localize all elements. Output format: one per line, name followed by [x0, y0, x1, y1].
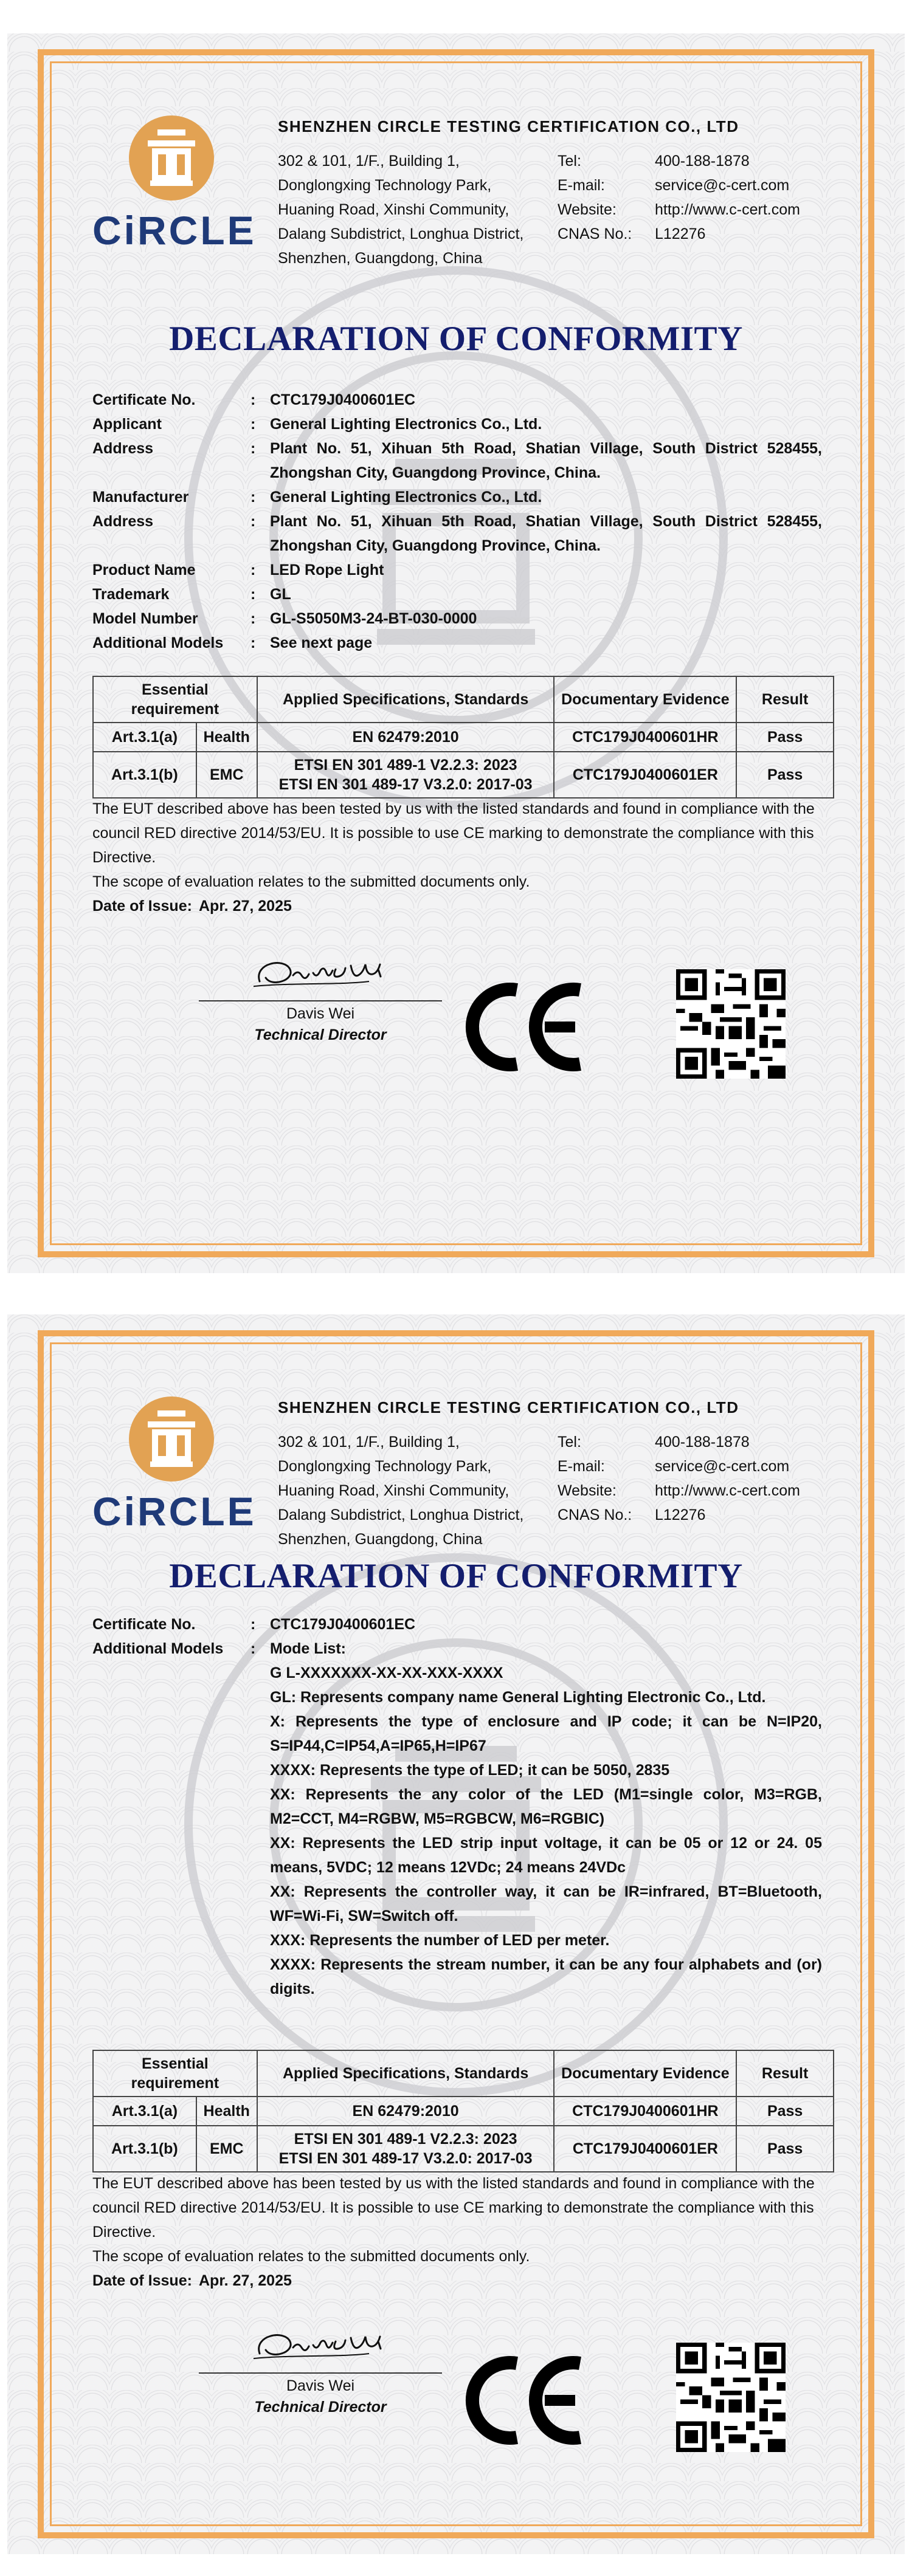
table-cell: EMC: [196, 752, 257, 798]
compliance-statement: [92, 2171, 837, 2293]
address-line: Dalang Subdistrict, Longhua District,: [278, 225, 524, 242]
signature-block: [199, 2323, 442, 2416]
field-value: Plant No. 51, Xihuan 5th Road, Shatian Village, South District 528455, Zhongshan City, Guangdong Province, China.: [270, 440, 822, 481]
certificate-page-1: [7, 33, 905, 1273]
certificate-fields: [92, 388, 822, 655]
website-label: Website:: [558, 1482, 617, 1499]
table-cell: CTC179J0400601HR: [554, 723, 736, 752]
field-key: Applicant: [92, 416, 162, 433]
company-logo: [92, 1393, 257, 1534]
address-line: Huaning Road, Xinshi Community,: [278, 201, 510, 218]
table-cell: Health: [196, 723, 257, 752]
field-key: Trademark: [92, 586, 170, 603]
signature-block: [199, 951, 442, 1044]
spec-line: ETSI EN 301 489-17 V3.2.0: 2017-03: [278, 2150, 533, 2167]
table-row: [93, 752, 834, 798]
email-value: service@c-cert.com: [655, 1458, 790, 1475]
cnas-label: CNAS No.:: [558, 1506, 632, 1523]
field-value: CTC179J0400601EC: [270, 1616, 416, 1633]
statement-text: The EUT described above has been tested by us with the listed standards and found in compliance with the council RED directive 2014/53/EU. It is possible to use CE marking to demonstrate the compliance with this Directive.: [92, 800, 815, 866]
tel-value: 400-188-1878: [655, 1434, 750, 1451]
date-of-issue: [92, 2269, 837, 2293]
qr-code-icon: [676, 2343, 786, 2452]
mode-line: X: Represents the type of enclosure and IP code; it can be N=IP20, S=IP44,C=IP54,A=IP65,H=IP67: [270, 1713, 822, 1754]
cnas-value: L12276: [655, 1506, 706, 1523]
company-contact: [558, 149, 800, 246]
field-row: Certificate No. : CTC179J0400601EC: [92, 388, 822, 412]
handwritten-signature: [241, 2323, 399, 2366]
company-name: SHENZHEN CIRCLE TESTING CERTIFICATION CO., LTD: [278, 1398, 739, 1417]
signatory-role: Technical Director: [254, 2399, 387, 2416]
spec-line: ETSI EN 301 489-1 V2.2.3: 2023: [294, 757, 517, 774]
spec-line: ETSI EN 301 489-17 V3.2.0: 2017-03: [278, 776, 533, 793]
field-key: Product Name: [92, 562, 196, 579]
company-address: [278, 149, 523, 270]
company-name: SHENZHEN CIRCLE TESTING CERTIFICATION CO., LTD: [278, 117, 739, 136]
logo-text: CiRCLE: [92, 208, 257, 253]
field-key: Certificate No.: [92, 391, 196, 408]
table-cell: Art.3.1(b): [93, 752, 196, 798]
address-line: Huaning Road, Xinshi Community,: [278, 1482, 510, 1499]
field-row: Product Name : LED Rope Light: [92, 558, 822, 582]
qr-code-icon: [676, 969, 786, 1079]
table-cell: Art.3.1(b): [93, 2126, 196, 2172]
table-cell: EMC: [196, 2126, 257, 2172]
table-header: Result: [736, 676, 834, 723]
document-title: DECLARATION OF CONFORMITY: [169, 320, 743, 358]
table-row: [93, 2097, 834, 2126]
table-header: Documentary Evidence: [554, 2050, 736, 2097]
table-header: Essential requirement: [93, 676, 257, 723]
address-line: Donglongxing Technology Park,: [278, 177, 492, 194]
table-header: Documentary Evidence: [554, 676, 736, 723]
company-logo: [92, 112, 257, 253]
table-cell: [257, 752, 554, 798]
field-key: Certificate No.: [92, 1616, 196, 1633]
table-header: Result: [736, 2050, 834, 2097]
table-cell: CTC179J0400601HR: [554, 2097, 736, 2126]
field-key: Address: [92, 440, 154, 457]
signatory-name: Davis Wei: [286, 2377, 355, 2394]
table-header-row: [93, 2050, 834, 2097]
date-of-issue: [92, 894, 837, 918]
mode-line: GL: Represents company name General Lighting Electronic Co., Ltd.: [270, 1689, 766, 1706]
email-label: E-mail:: [558, 1458, 605, 1475]
table-cell: CTC179J0400601ER: [554, 752, 736, 798]
field-key: Additional Models: [92, 1640, 224, 1657]
field-row: Certificate No. : CTC179J0400601EC: [92, 1612, 822, 1637]
handwritten-signature: [241, 951, 399, 994]
signatory-role: Technical Director: [254, 1026, 387, 1043]
table-header: Essential requirement: [93, 2050, 257, 2097]
date-label: Date of Issue:: [92, 898, 192, 915]
scope-text: The scope of evaluation relates to the submitted documents only.: [92, 873, 530, 890]
mode-list: [92, 1661, 822, 2001]
field-row: Applicant : General Lighting Electronics Co., Ltd.: [92, 412, 822, 436]
website-value: http://www.c-cert.com: [655, 201, 800, 218]
table-cell: Pass: [736, 2126, 834, 2172]
table-cell: Health: [196, 2097, 257, 2126]
table-cell: EN 62479:2010: [257, 723, 554, 752]
spec-line: ETSI EN 301 489-1 V2.2.3: 2023: [294, 2131, 517, 2148]
field-value: See next page: [270, 634, 373, 651]
field-key: Additional Models: [92, 634, 224, 651]
table-row: [93, 723, 834, 752]
document-title: DECLARATION OF CONFORMITY: [169, 1557, 743, 1595]
company-contact: [558, 1430, 800, 1527]
table-cell: CTC179J0400601ER: [554, 2126, 736, 2172]
ce-mark-icon: [461, 981, 589, 1073]
circle-logo-emblem-icon: [126, 112, 217, 204]
compliance-statement: [92, 797, 837, 918]
field-value: Mode List:: [270, 1640, 346, 1657]
scope-text: The scope of evaluation relates to the submitted documents only.: [92, 2248, 530, 2265]
address-line: 302 & 101, 1/F., Building 1,: [278, 153, 460, 170]
date-value: Apr. 27, 2025: [199, 2272, 292, 2289]
website-label: Website:: [558, 201, 617, 218]
statement-text: The EUT described above has been tested by us with the listed standards and found in compliance with the council RED directive 2014/53/EU. It is possible to use CE marking to demonstrate the compliance with this Directive.: [92, 2175, 815, 2241]
table-cell: EN 62479:2010: [257, 2097, 554, 2126]
mode-line: XX: Represents the LED strip input voltage, it can be 05 or 12 or 24. 05 means, 5VDC; 12 means 12VDc; 24 means 24VDc: [270, 1835, 822, 1876]
field-value: LED Rope Light: [270, 562, 384, 579]
date-value: Apr. 27, 2025: [199, 898, 292, 915]
circle-logo-emblem-icon: [126, 1393, 217, 1485]
field-value: GL: [270, 586, 291, 603]
address-line: Donglongxing Technology Park,: [278, 1458, 492, 1475]
address-line: Dalang Subdistrict, Longhua District,: [278, 1506, 524, 1523]
field-row: Model Number : GL-S5050M3-24-BT-030-0000: [92, 606, 822, 631]
cnas-value: L12276: [655, 225, 706, 242]
field-key: Model Number: [92, 610, 198, 627]
specifications-table: [92, 2050, 834, 2172]
field-key: Address: [92, 513, 154, 530]
field-row: Trademark : GL: [92, 582, 822, 606]
mode-line: XX: Represents the controller way, it can be IR=infrared, BT=Bluetooth, WF=Wi-Fi, SW=Switch off.: [270, 1883, 822, 1925]
tel-label: Tel:: [558, 153, 581, 170]
date-label: Date of Issue:: [92, 2272, 192, 2289]
field-value: General Lighting Electronics Co., Ltd.: [270, 489, 542, 506]
field-value: GL-S5050M3-24-BT-030-0000: [270, 610, 477, 627]
ce-mark-icon: [461, 2355, 589, 2446]
table-cell: Art.3.1(a): [93, 723, 196, 752]
specifications-table: [92, 676, 834, 799]
mode-list-lines: [270, 1661, 822, 2001]
tel-label: Tel:: [558, 1434, 581, 1451]
mode-line: XX: Represents the any color of the LED (M1=single color, M3=RGB, M2=CCT, M4=RGBW, M5=RGBCW, M6=RGBIC): [270, 1786, 822, 1827]
logo-text: CiRCLE: [92, 1489, 257, 1534]
field-value: General Lighting Electronics Co., Ltd.: [270, 416, 542, 433]
field-value: CTC179J0400601EC: [270, 391, 416, 408]
field-row: Additional Models : Mode List:: [92, 1637, 822, 1661]
field-row: Address : Plant No. 51, Xihuan 5th Road, Shatian Village, South District 528455, Zhongshan City, Guangdong Province, China.: [92, 436, 822, 485]
tel-value: 400-188-1878: [655, 153, 750, 170]
cnas-label: CNAS No.:: [558, 225, 632, 242]
field-row: Address : Plant No. 51, Xihuan 5th Road, Shatian Village, South District 528455, Zhongshan City, Guangdong Province, China.: [92, 509, 822, 558]
field-row: Additional Models : See next page: [92, 631, 822, 655]
mode-line: XXXX: Represents the stream number, it can be any four alphabets and (or) digits.: [270, 1956, 822, 1997]
signatory-name: Davis Wei: [286, 1005, 355, 1022]
field-row: Manufacturer : General Lighting Electronics Co., Ltd.: [92, 485, 822, 509]
website-value: http://www.c-cert.com: [655, 1482, 800, 1499]
certificate-page-2: [7, 1314, 905, 2554]
mode-line: XXXX: Represents the type of LED; it can be 5050, 2835: [270, 1762, 670, 1779]
address-line: Shenzhen, Guangdong, China: [278, 250, 483, 267]
table-header: Applied Specifications, Standards: [257, 2050, 554, 2097]
table-cell: Pass: [736, 2097, 834, 2126]
email-label: E-mail:: [558, 177, 605, 194]
table-header-row: [93, 676, 834, 723]
address-line: Shenzhen, Guangdong, China: [278, 1531, 483, 1548]
table-cell: [257, 2126, 554, 2172]
table-cell: Art.3.1(a): [93, 2097, 196, 2126]
mode-line: XXX: Represents the number of LED per meter.: [270, 1932, 610, 1949]
field-value: Plant No. 51, Xihuan 5th Road, Shatian Village, South District 528455, Zhongshan City, Guangdong Province, China.: [270, 513, 822, 554]
table-row: [93, 2126, 834, 2172]
table-header: Applied Specifications, Standards: [257, 676, 554, 723]
mode-line: G L-XXXXXXX-XX-XX-XXX-XXXX: [270, 1664, 503, 1681]
field-key: Manufacturer: [92, 489, 189, 506]
table-cell: Pass: [736, 723, 834, 752]
address-line: 302 & 101, 1/F., Building 1,: [278, 1434, 460, 1451]
certificate-fields: [92, 1612, 822, 2001]
company-address: [278, 1430, 523, 1551]
table-cell: Pass: [736, 752, 834, 798]
email-value: service@c-cert.com: [655, 177, 790, 194]
